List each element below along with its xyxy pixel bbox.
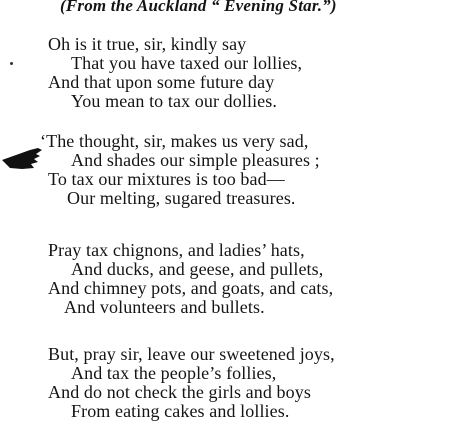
poem-line: And do not check the girls and boys (48, 382, 311, 402)
manicule-icon (0, 140, 44, 178)
poem-line: And shades our simple pleasures ; (71, 150, 320, 170)
poem-line: You mean to tax our dollies. (71, 91, 277, 111)
poem-line: That you have taxed our lollies, (71, 53, 303, 73)
ink-speck (10, 62, 13, 65)
poem-line: And ducks, and geese, and pullets, (71, 259, 324, 279)
poem-line: Pray tax chignons, and ladies’ hats, (48, 240, 305, 260)
poem-line: And volunteers and bullets. (64, 297, 265, 317)
poem-line: ‘The thought, sir, makes us very sad, (40, 131, 309, 151)
poem-line: To tax our mixtures is too bad— (48, 169, 285, 189)
poem-line: But, pray sir, leave our sweetened joys, (48, 344, 335, 364)
poem-line: And tax the people’s follies, (71, 363, 277, 383)
poem-line: From eating cakes and lollies. (71, 401, 290, 421)
source-attribution: (From the Auckland “ Evening Star.”) (60, 0, 337, 15)
poem-line: And that upon some future day (48, 72, 275, 92)
poem-line: And chimney pots, and goats, and cats, (48, 278, 334, 298)
poem-line: Our melting, sugared treasures. (67, 188, 296, 208)
poem-line: Oh is it true, sir, kindly say (48, 34, 247, 54)
